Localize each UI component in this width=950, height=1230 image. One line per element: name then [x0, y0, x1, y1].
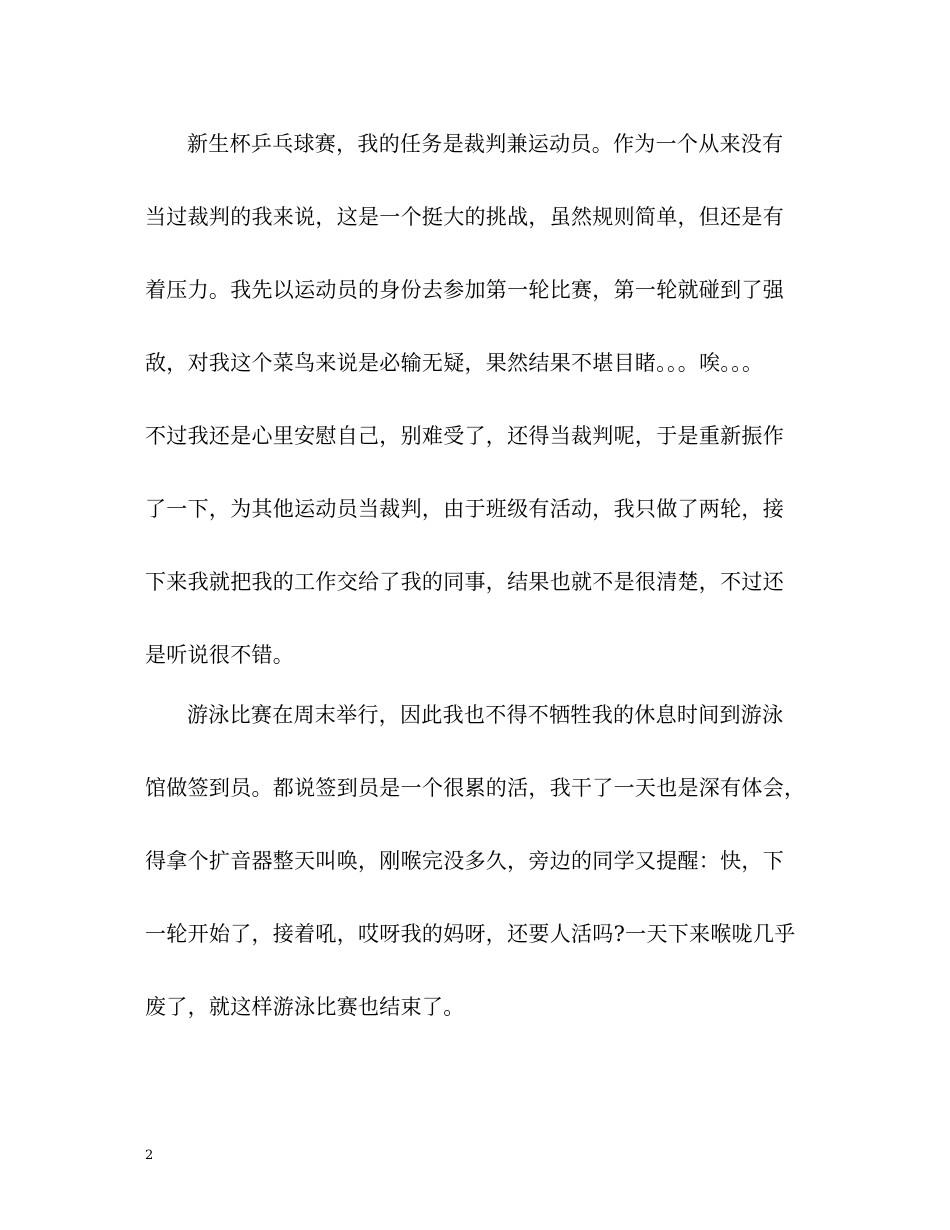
paragraph-line: 着压力。我先以运动员的身份去参加第一轮比赛，第一轮就碰到了强	[145, 278, 784, 302]
paragraph-line: 一轮开始了，接着吼，哎呀我的妈呀，还要人活吗?一天下来喉咙几乎	[145, 922, 796, 946]
paragraph-line: 了一下，为其他运动员当裁判，由于班级有活动，我只做了两轮，接	[145, 497, 784, 521]
paragraph-line: 得拿个扩音器整天叫唤，刚喉完没多久，旁边的同学又提醒：快，下	[145, 849, 784, 873]
page-number: 2	[145, 1148, 154, 1163]
paragraph-line: 当过裁判的我来说，这是一个挺大的挑战，虽然规则简单，但还是有	[145, 205, 784, 229]
paragraph-line: 是听说很不错。	[145, 643, 295, 667]
paragraph-line: 废了，就这样游泳比赛也结束了。	[145, 995, 465, 1019]
paragraph-line: 不过我还是心里安慰自己，别难受了，还得当裁判呢，于是重新振作	[145, 424, 784, 448]
paragraph-line: 下来我就把我的工作交给了我的同事，结果也就不是很清楚，不过还	[145, 570, 784, 594]
paragraph-line: 游泳比赛在周末举行，因此我也不得不牺牲我的休息时间到游泳	[187, 703, 784, 727]
paragraph-line: 新生杯乒乓球赛，我的任务是裁判兼运动员。作为一个从来没有	[187, 132, 784, 156]
paragraph-line: 馆做签到员。都说签到员是一个很累的活，我干了一天也是深有体会，	[145, 776, 806, 800]
paragraph-line: 敌，对我这个菜鸟来说是必输无疑，果然结果不堪目睹。。。唉。。。	[145, 351, 764, 375]
